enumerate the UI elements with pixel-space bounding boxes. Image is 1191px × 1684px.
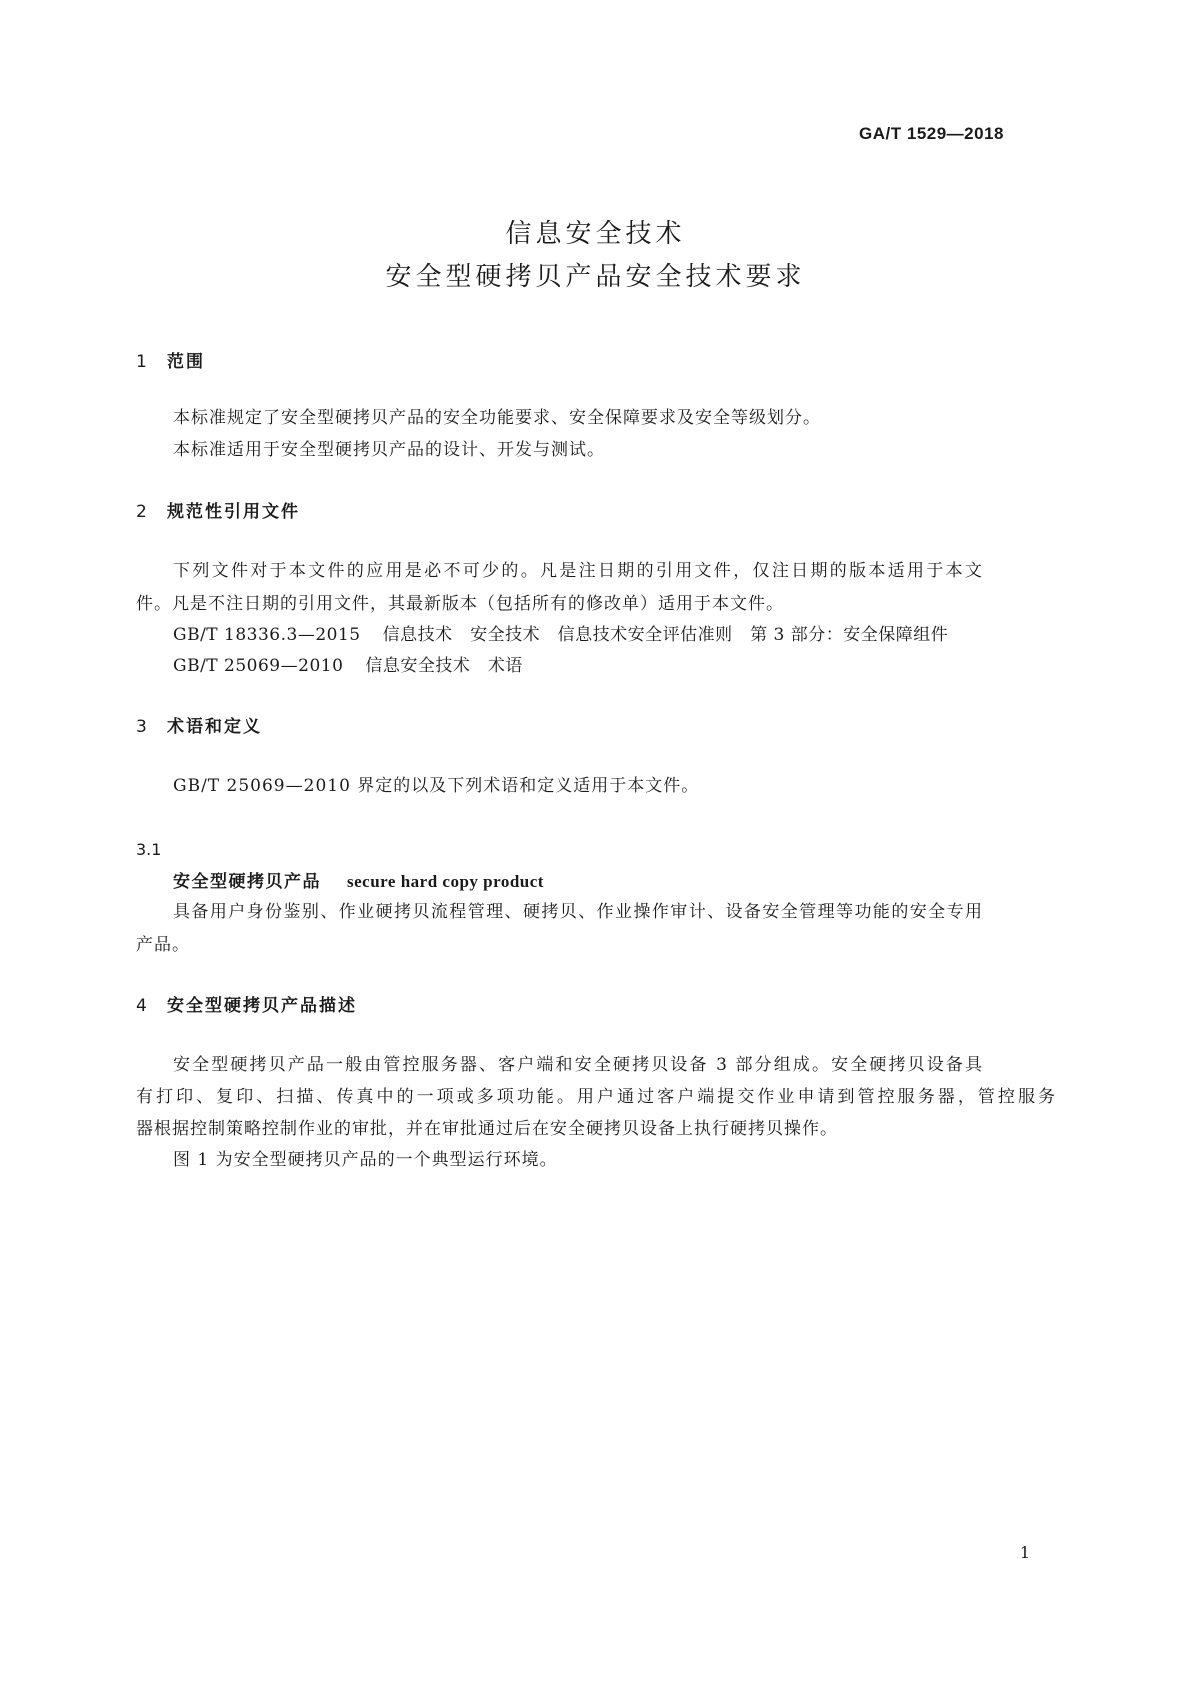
section-1-paragraph: 本标准规定了安全型硬拷贝产品的安全功能要求、安全保障要求及安全等级划分。 (173, 408, 821, 428)
normative-reference (173, 620, 948, 645)
section-number: 4 (136, 996, 147, 1016)
document-title-line2: 安全型硬拷贝产品安全技术要求 (385, 262, 806, 292)
document-title-line1: 信息安全技术 (505, 219, 686, 249)
term-name-cn: 安全型硬拷贝产品 (173, 872, 321, 892)
section-4-paragraph: 安全型硬拷贝产品一般由管控服务器、客户端和安全硬拷贝设备 3 部分组成。安全硬拷贝设备具 (173, 1055, 983, 1075)
section-1-paragraph: 本标准适用于安全型硬拷贝产品的设计、开发与测试。 (173, 440, 605, 460)
page-number: 1 (1019, 1543, 1030, 1562)
reference-code: GB/T 18336.3—2015 (173, 625, 361, 645)
section-number: 1 (136, 352, 147, 372)
section-4-paragraph-cont: 有打印、复印、扫描、传真中的一项或多项功能。用户通过客户端提交作业申请到管控服务器，管控服务 (136, 1087, 1056, 1107)
term-definition: 具备用户身份鉴别、作业硬拷贝流程管理、硬拷贝、作业操作审计、设备安全管理等功能的安全专用 (173, 902, 983, 922)
normative-reference (173, 651, 523, 676)
section-3-heading (136, 712, 262, 737)
section-2-heading (136, 497, 300, 522)
section-title: 术语和定义 (167, 717, 262, 737)
section-1-heading (136, 347, 205, 372)
section-4-heading (136, 991, 357, 1016)
reference-code: GB/T 25069—2010 (173, 656, 344, 676)
term-entry (173, 867, 544, 892)
section-4-paragraph-cont: 器根据控制策略控制作业的审批，并在审批通过后在安全硬拷贝设备上执行硬拷贝操作。 (136, 1119, 838, 1139)
reference-title: 信息安全技术 术语 (365, 656, 523, 676)
section-number: 3 (136, 717, 147, 737)
section-title: 范围 (167, 352, 205, 372)
term-number: 3.1 (136, 840, 162, 859)
standard-code: GA/T 1529—2018 (859, 124, 1004, 143)
section-number: 2 (136, 502, 147, 522)
section-title: 安全型硬拷贝产品描述 (167, 996, 357, 1016)
term-name-en: secure hard copy product (347, 872, 544, 891)
section-2-intro: 下列文件对于本文件的应用是必不可少的。凡是注日期的引用文件，仅注日期的版本适用于本文 (173, 561, 983, 581)
section-4-figure-note: 图 1 为安全型硬拷贝产品的一个典型运行环境。 (173, 1150, 558, 1170)
term-definition-cont: 产品。 (136, 935, 190, 955)
reference-title: 信息技术 安全技术 信息技术安全评估准则 第 3 部分：安全保障组件 (382, 625, 949, 645)
section-title: 规范性引用文件 (167, 502, 300, 522)
section-3-intro: GB/T 25069—2010 界定的以及下列术语和定义适用于本文件。 (173, 776, 700, 796)
section-2-intro-cont: 件。凡是不注日期的引用文件，其最新版本（包括所有的修改单）适用于本文件。 (136, 594, 784, 614)
